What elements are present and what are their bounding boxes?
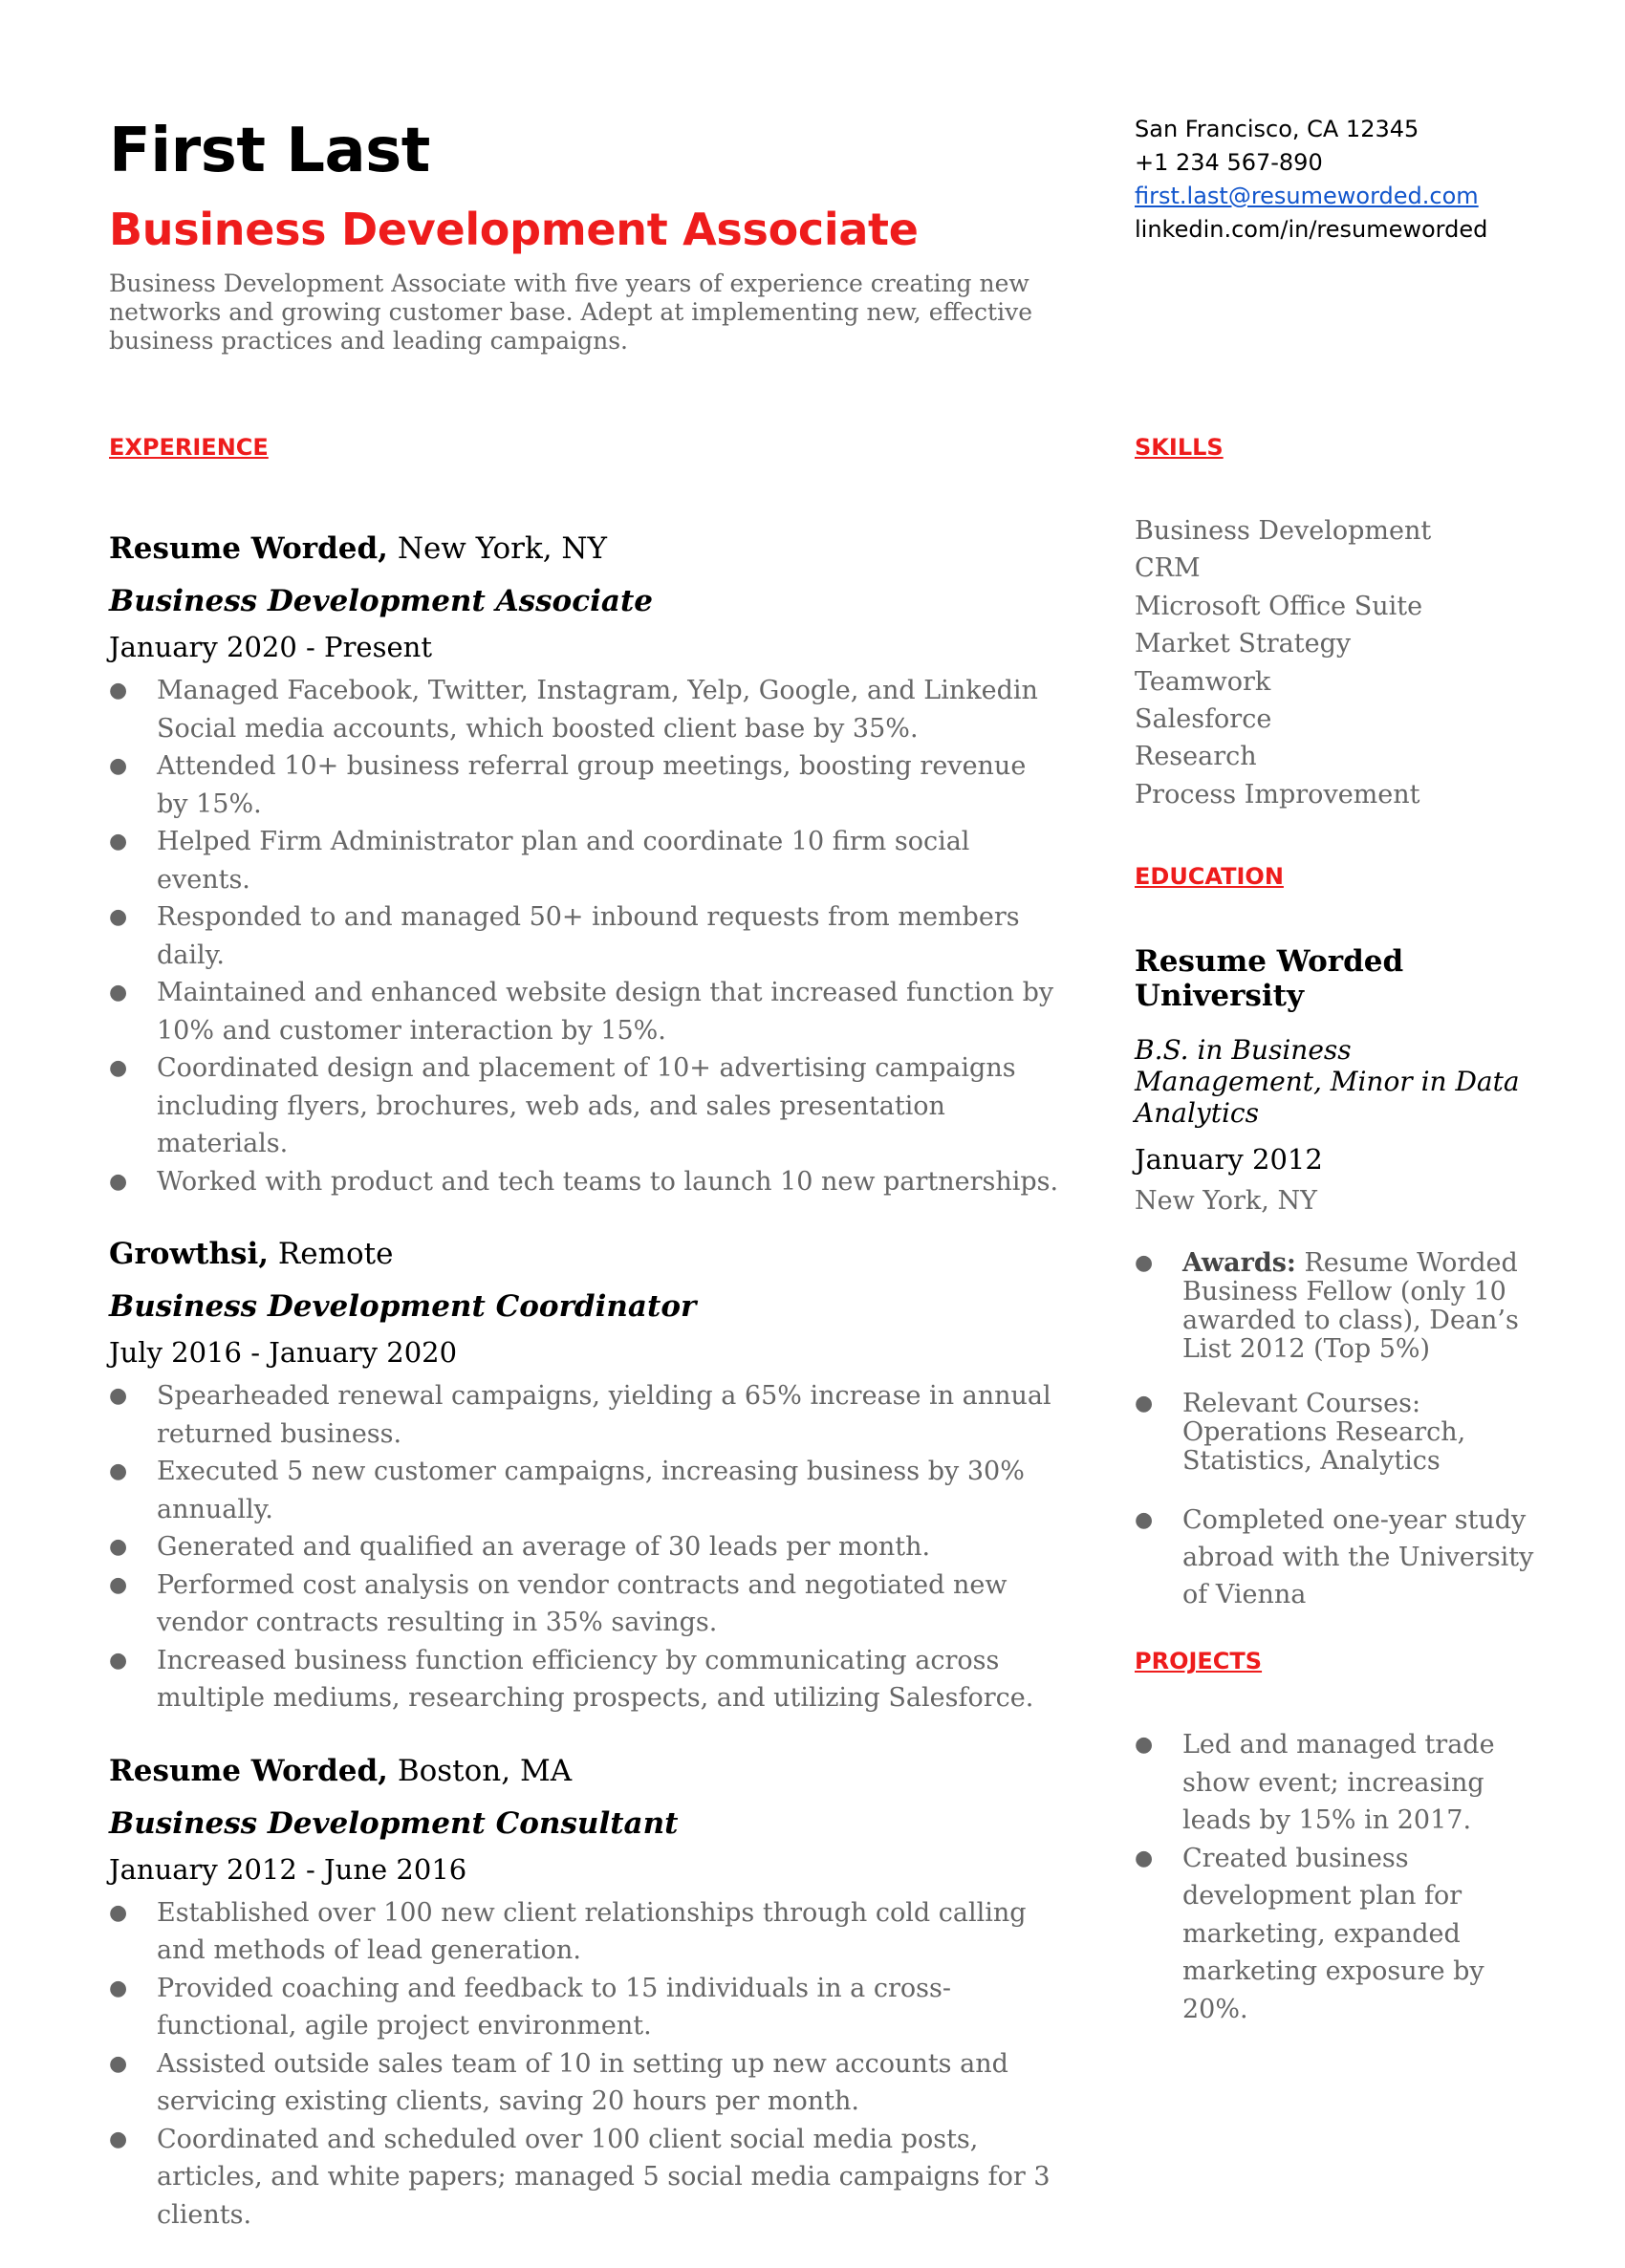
- bullet-icon: ●: [109, 981, 128, 1004]
- bullet-icon: ●: [1135, 1733, 1154, 1758]
- list-item: ● Helped Firm Administrator plan and coordinate 10 firm social events.: [109, 823, 1065, 898]
- bullet-icon: ●: [109, 1976, 128, 2000]
- skills-list: [1135, 512, 1546, 813]
- list-item: ● Provided coaching and feedback to 15 individuals in a cross-functional, agile project environment.: [109, 1970, 1065, 2045]
- bullet-icon: ●: [109, 1572, 128, 1597]
- school-name: Resume Worded University: [1135, 944, 1404, 1014]
- job-dates: July 2016 - January 2020: [109, 1336, 458, 1369]
- skill-item: Process Improvement: [1135, 779, 1420, 810]
- summary: Business Development Associate with five years of experience creating new networks and growing customer base. Adept at implementing new, effective business practices and leading campaigns.: [109, 270, 1033, 355]
- job-location: Boston, MA: [397, 1753, 573, 1788]
- bullet-icon: ●: [109, 1459, 128, 1483]
- skill-item: Microsoft Office Suite: [1135, 591, 1423, 621]
- job-company: Resume Worded,: [109, 531, 388, 566]
- bullet-icon: ●: [109, 1535, 128, 1559]
- bullet-icon: ●: [109, 2051, 128, 2076]
- job-entry: [109, 529, 1065, 1200]
- list-item: ● Assisted outside sales team of 10 in setting up new accounts and servicing existing clients, saving 20 hours per month.: [109, 2045, 1065, 2121]
- job-entry: [109, 1752, 1065, 2235]
- job-bullets: [109, 672, 1065, 1200]
- skill-item: CRM: [1135, 553, 1201, 584]
- list-item: ● Established over 100 new client relationships through cold calling and methods of lead generation.: [109, 1894, 1065, 1970]
- list-item: ● Increased business function efficiency by communicating across multiple mediums, researching prospects, and utilizing Salesforce.: [109, 1642, 1065, 1717]
- list-item: ● Responded to and managed 50+ inbound requests from members daily.: [109, 898, 1065, 974]
- list-item: ● Generated and qualified an average of 30 leads per month.: [109, 1528, 1065, 1566]
- bullet-icon: ●: [109, 1056, 128, 1080]
- list-item: ● Performed cost analysis on vendor contracts and negotiated new vendor contracts resulting in 35% savings.: [109, 1566, 1065, 1642]
- job-bullets: [109, 1894, 1065, 2235]
- list-item: ● Executed 5 new customer campaigns, increasing business by 30% annually.: [109, 1453, 1065, 1528]
- sidebar-column: [1135, 432, 1546, 2028]
- education-location: New York, NY: [1135, 1186, 1317, 1217]
- contact-location: San Francisco, CA 12345: [1135, 116, 1419, 142]
- skill-item: Business Development: [1135, 516, 1432, 546]
- list-item: [1135, 1249, 1546, 1364]
- linkedin-url: linkedin.com/in/resumeworded: [1135, 216, 1488, 243]
- bullet-icon: ●: [109, 754, 128, 778]
- job-entry: [109, 1235, 1065, 1717]
- list-item: ● Spearheaded renewal campaigns, yielding a 65% increase in annual returned business.: [109, 1377, 1065, 1453]
- list-item: ● Managed Facebook, Twitter, Instagram, Yelp, Google, and Linkedin Social media accounts, which boosted client base by 35%.: [109, 672, 1065, 747]
- bullet-icon: ●: [109, 1169, 128, 1194]
- list-item: ● Completed one-year study abroad with the University of Vienna: [1135, 1501, 1546, 1613]
- skill-item: Teamwork: [1135, 666, 1271, 697]
- bullet-icon: ●: [109, 830, 128, 853]
- bullet-icon: ●: [109, 905, 128, 929]
- job-company: Resume Worded,: [109, 1753, 388, 1788]
- education-bullets: [1135, 1249, 1546, 1613]
- skill-item: Market Strategy: [1135, 629, 1352, 659]
- skill-item: Research: [1135, 742, 1257, 772]
- awards-text: Resume Worded Business Fellow (only 10 awarded to class), Dean’s List 2012 (Top 5%): [1182, 1248, 1519, 1365]
- degree: B.S. in Business Management, Minor in Data Analytics: [1135, 1034, 1520, 1130]
- job-title: Business Development Associate: [109, 204, 919, 255]
- bullet-icon: ●: [1135, 1251, 1154, 1276]
- list-item: ● Maintained and enhanced website design that increased function by 10% and customer interaction by 15%.: [109, 974, 1065, 1049]
- experience-heading: EXPERIENCE: [109, 434, 269, 461]
- job-location: Remote: [277, 1237, 394, 1271]
- projects-list: [1135, 1726, 1546, 2028]
- candidate-name: First Last: [109, 116, 430, 186]
- education-date: January 2012: [1135, 1143, 1323, 1177]
- job-company-line: [109, 1752, 1065, 1790]
- education-heading: EDUCATION: [1135, 863, 1284, 891]
- email-link[interactable]: first.last@resumeworded.com: [1135, 183, 1479, 209]
- job-role: Business Development Consultant: [109, 1805, 679, 1841]
- job-role: Business Development Coordinator: [109, 1289, 697, 1324]
- job-location: New York, NY: [397, 531, 608, 566]
- bullet-icon: ●: [109, 2127, 128, 2151]
- bullet-icon: ●: [1135, 1846, 1154, 1870]
- list-item: ● Coordinated and scheduled over 100 client social media posts, articles, and white papers; managed 5 social media campaigns for 3 clients.: [109, 2121, 1065, 2235]
- bullet-icon: ●: [109, 679, 128, 702]
- job-role: Business Development Associate: [109, 584, 653, 618]
- job-company: Growthsi,: [109, 1237, 270, 1271]
- bullet-icon: ●: [109, 1900, 128, 1925]
- job-company-line: [109, 1235, 1065, 1273]
- contact-phone: +1 234 567-890: [1135, 149, 1323, 176]
- job-dates: January 2012 - June 2016: [109, 1852, 467, 1886]
- list-item: ● Worked with product and tech teams to launch 10 new partnerships.: [109, 1163, 1065, 1201]
- list-item: ● Coordinated design and placement of 10+ advertising campaigns including flyers, brochures, web ads, and sales presentation materials.: [109, 1049, 1065, 1163]
- list-item: ● Led and managed trade show event; increasing leads by 15% in 2017.: [1135, 1726, 1546, 1840]
- projects-heading: PROJECTS: [1135, 1648, 1263, 1675]
- list-item: ● Attended 10+ business referral group meetings, boosting revenue by 15%.: [109, 747, 1065, 823]
- bullet-icon: ●: [1135, 1508, 1154, 1533]
- bullet-icon: ●: [1135, 1392, 1154, 1416]
- experience-section: [109, 432, 1065, 2268]
- bullet-icon: ●: [109, 1648, 128, 1673]
- contact-block: [1135, 113, 1487, 247]
- job-company-line: [109, 529, 1065, 568]
- skills-heading: SKILLS: [1135, 434, 1224, 461]
- bullet-icon: ●: [109, 1384, 128, 1408]
- skill-item: Salesforce: [1135, 704, 1272, 735]
- awards-label: Awards:: [1182, 1248, 1296, 1279]
- list-item: ● Relevant Courses: Operations Research, Statistics, Analytics: [1135, 1389, 1466, 1477]
- job-bullets: [109, 1377, 1065, 1717]
- job-dates: January 2020 - Present: [109, 631, 432, 663]
- list-item: ● Created business development plan for marketing, expanded marketing exposure by 20%.: [1135, 1840, 1546, 2029]
